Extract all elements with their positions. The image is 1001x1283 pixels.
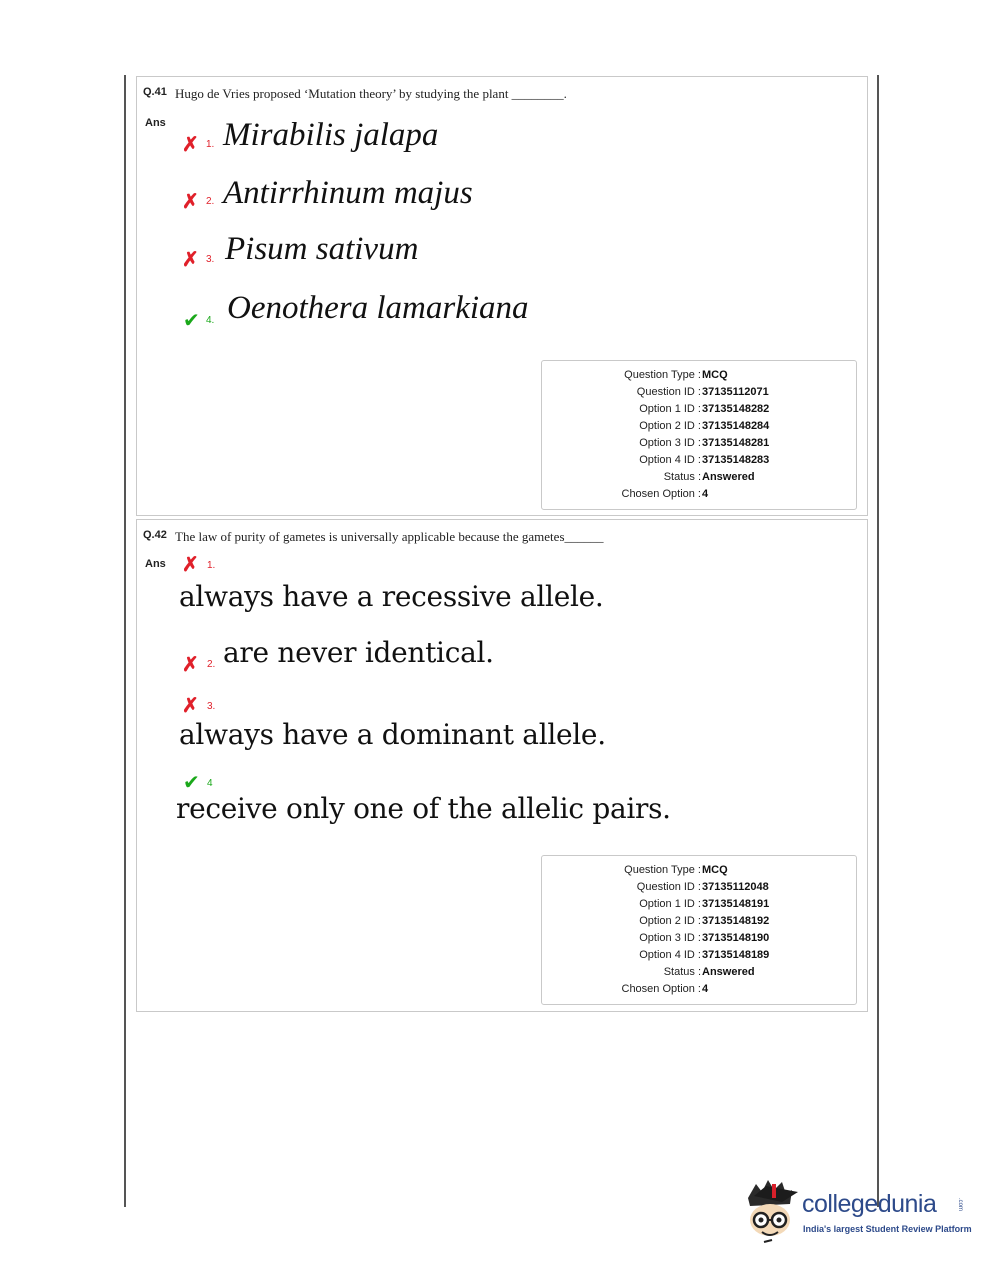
info-value: 37135148284 [702,420,770,432]
wrong-mark-icon: ✗ [182,134,199,156]
info-key: Status : [663,471,701,483]
question-info-panel [541,855,857,1005]
right-margin-line [877,75,879,1207]
info-value: 37135148283 [702,454,770,466]
option-number: 2. [207,659,216,670]
info-value: 4 [702,983,709,995]
collegedunia-logo [742,1176,972,1246]
option-text: receive only one of the allelic pairs. [176,792,671,825]
option-number: 3. [207,701,216,712]
option-text: always have a recessive allele. [179,580,604,613]
info-row [542,913,858,930]
option-number: 4. [206,315,215,326]
question-text: The law of purity of gametes is universally applicable because the gametes______ [175,529,604,544]
option-text: Mirabilis jalapa [223,117,439,153]
option-text: Antirrhinum majus [223,175,473,211]
info-value: 37135112071 [702,386,769,398]
wrong-mark-icon: ✗ [182,695,199,717]
info-value: 37135112048 [702,881,769,893]
logo-tagline: India's largest Student Review Platform [803,1224,972,1234]
info-key: Chosen Option : [621,983,701,995]
left-margin-line [124,75,126,1207]
info-value: MCQ [702,864,728,876]
info-key: Option 4 ID : [639,454,701,466]
info-row [542,401,858,418]
info-row [542,879,858,896]
wrong-mark-icon: ✗ [182,554,199,576]
logo-domain-suffix: .com [957,1198,963,1212]
info-key: Option 2 ID : [639,420,701,432]
wrong-mark-icon: ✗ [182,654,199,676]
info-key: Chosen Option : [621,488,701,500]
ans-label: Ans [145,558,166,570]
question-number: Q.42 [143,529,167,541]
wrong-mark-icon: ✗ [182,191,199,213]
option-number: 1. [207,560,216,571]
question-card-q42 [136,519,868,1012]
info-key: Question ID : [636,881,701,893]
info-key: Option 1 ID : [639,403,701,415]
info-row [542,418,858,435]
info-value: Answered [702,471,755,483]
info-key: Status : [663,966,701,978]
info-key: Option 1 ID : [639,898,701,910]
question-number: Q.41 [143,86,167,98]
option-number: 3. [206,254,215,265]
info-key: Question ID : [636,386,701,398]
question-info-panel [541,360,857,510]
info-row [542,367,858,384]
info-key: Option 2 ID : [639,915,701,927]
option-text: Oenothera lamarkiana [227,290,529,326]
info-row [542,486,858,503]
info-key: Question Type : [624,369,701,381]
wrong-mark-icon: ✗ [182,249,199,271]
info-value: 4 [702,488,709,500]
info-key: Question Type : [624,864,701,876]
info-value: 37135148281 [702,437,770,449]
info-row [542,981,858,998]
logo-wordmark: collegedunia [802,1190,937,1218]
info-row [542,930,858,947]
info-row [542,435,858,452]
info-row [542,862,858,879]
info-value: 37135148192 [702,915,770,927]
info-value: 37135148282 [702,403,770,415]
info-value: 37135148190 [702,932,770,944]
option-number: 4 [207,778,213,789]
info-row [542,384,858,401]
info-value: Answered [702,966,755,978]
question-card-q41 [136,76,868,516]
info-value: 37135148191 [702,898,770,910]
option-number: 2. [206,196,215,207]
info-row [542,964,858,981]
info-row [542,469,858,486]
ans-label: Ans [145,117,166,129]
correct-check-icon: ✔ [183,772,200,794]
option-text: are never identical. [223,636,494,669]
info-value: MCQ [702,369,728,381]
info-key: Option 3 ID : [639,437,701,449]
option-number: 1. [206,139,215,150]
info-row [542,947,858,964]
info-value: 37135148189 [702,949,770,961]
info-row [542,896,858,913]
correct-check-icon: ✔ [183,310,200,332]
question-text: Hugo de Vries proposed ‘Mutation theory’ by studying the plant ________. [175,86,567,101]
info-key: Option 3 ID : [639,932,701,944]
info-row [542,452,858,469]
mascot-logo-icon [742,1176,800,1246]
option-text: always have a dominant allele. [179,718,606,751]
option-text: Pisum sativum [225,231,419,267]
info-key: Option 4 ID : [639,949,701,961]
